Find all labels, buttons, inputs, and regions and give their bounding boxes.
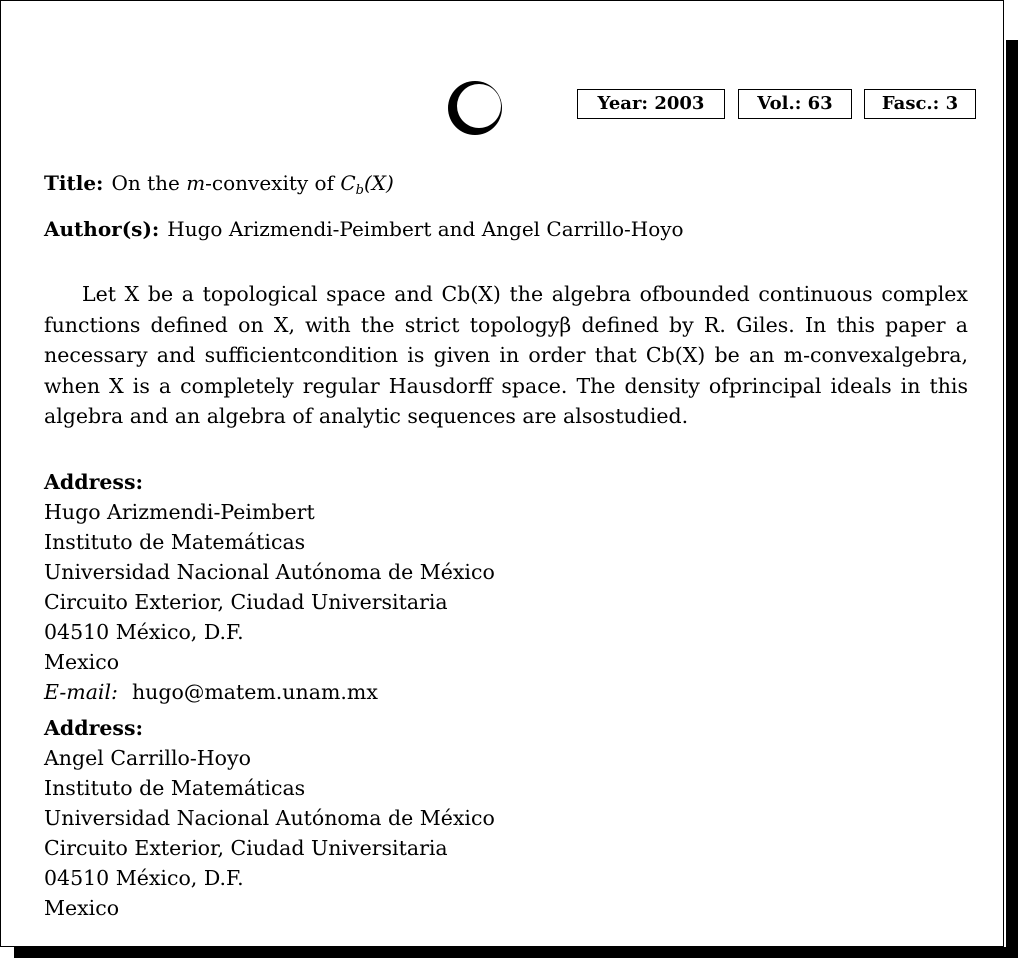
email-label: E-mail: [44, 680, 118, 704]
address-line: Mexico [44, 650, 120, 674]
address-line: Circuito Exterior, Ciudad Universitaria [44, 590, 448, 614]
journal-crescent-logo-icon [446, 79, 504, 137]
title-math-arg: (X) [363, 171, 394, 195]
year-badge: Year: 2003 [577, 89, 725, 119]
address-heading: Address: [44, 470, 144, 494]
address-line: Angel Carrillo-Hoyo [44, 746, 251, 770]
title-math-m: m [186, 171, 206, 195]
address-line: Instituto de Matemáticas [44, 530, 306, 554]
address-line: Circuito Exterior, Ciudad Universitaria [44, 836, 448, 860]
volume-badge: Vol.: 63 [738, 89, 852, 119]
title-math-c: C [340, 171, 356, 195]
title-math-sub: b [355, 183, 364, 198]
address-heading: Address: [44, 716, 144, 740]
page-shadow-right [1006, 40, 1018, 957]
email-address-link[interactable]: hugo@matem.unam.mx [131, 680, 378, 704]
authors-label: Author(s): [44, 217, 160, 241]
abstract-line: when X is a completely regular Hausdorff space. The density ofprincipal ideals in this [44, 373, 968, 398]
abstract-line: functions defined on X, with the strict topologyβ defined by R. Giles. In this paper a [44, 312, 968, 337]
address-line: Universidad Nacional Autónoma de México [44, 806, 495, 830]
address-block-1 [44, 467, 495, 707]
address-line: 04510 México, D.F. [44, 620, 244, 644]
address-line: Instituto de Matemáticas [44, 776, 306, 800]
address-block-2 [44, 713, 495, 923]
address-line: Mexico [44, 896, 120, 920]
title-label: Title: [44, 171, 104, 195]
abstract-text [44, 279, 968, 432]
address-line: Hugo Arizmendi-Peimbert [44, 500, 315, 524]
paper-authors [44, 217, 684, 241]
authors-names: Hugo Arizmendi-Peimbert and Angel Carrillo-Hoyo [167, 217, 684, 241]
address-line: 04510 México, D.F. [44, 866, 244, 890]
page-shadow-bottom [14, 947, 1018, 958]
abstract-line: necessary and sufficientcondition is given in order that Cb(X) be an m-convexalgebra, [44, 343, 968, 367]
paper-title [44, 171, 394, 198]
title-prefix: On the [111, 171, 187, 195]
abstract-line: algebra and an algebra of analytic sequences are alsostudied. [44, 404, 689, 428]
abstract-line: Let X be a topological space and Cb(X) the algebra ofbounded continuous complex [82, 282, 968, 306]
fascicle-badge: Fasc.: 3 [864, 89, 976, 119]
email-line [44, 677, 495, 707]
address-line: Universidad Nacional Autónoma de México [44, 560, 495, 584]
title-middle: -convexity of [205, 171, 341, 195]
